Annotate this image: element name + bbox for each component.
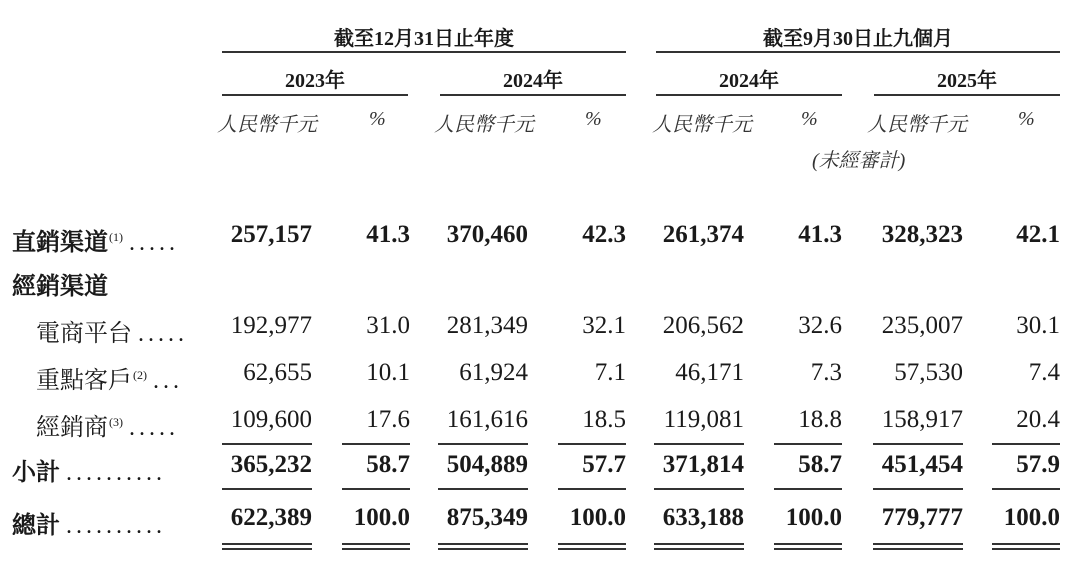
sum-rule	[438, 488, 528, 490]
double-rule	[222, 543, 312, 545]
cell-pct: 57.9	[1016, 451, 1060, 478]
double-rule	[774, 543, 842, 545]
year-header-2024: 2024年	[503, 70, 563, 92]
unit-rmb: 人民幣千元	[867, 114, 967, 136]
sum-rule	[558, 488, 626, 490]
cell-value: 281,349	[446, 312, 528, 339]
cell-value: 57,530	[894, 359, 963, 386]
cell-value: 61,924	[459, 359, 528, 386]
row-label-total	[12, 505, 166, 540]
cell-value: 192,977	[230, 312, 312, 339]
sum-rule	[873, 443, 963, 445]
cell-pct: 41.3	[798, 221, 842, 248]
row-label-text: 電商平台	[36, 321, 132, 347]
cell-value: 779,777	[881, 504, 963, 531]
cell-pct: 7.4	[1028, 359, 1060, 386]
sum-rule	[873, 488, 963, 490]
sum-rule	[774, 488, 842, 490]
leader-dots: .....	[129, 230, 179, 256]
unit-rmb: 人民幣千元	[434, 114, 534, 136]
cell-pct: 10.1	[366, 359, 410, 386]
cell-value: 633,188	[662, 504, 744, 531]
cell-pct: 100.0	[353, 504, 410, 531]
row-label-text: 重點客戶	[36, 368, 132, 394]
sum-rule	[222, 443, 312, 445]
cell-value: 875,349	[446, 504, 528, 531]
sum-rule	[342, 488, 410, 490]
double-rule	[992, 543, 1060, 545]
year-header-2024-9m: 2024年	[719, 70, 779, 92]
cell-pct: 7.1	[594, 359, 626, 386]
double-rule	[558, 543, 626, 545]
year-header-2023: 2023年	[285, 70, 345, 92]
sum-rule	[438, 443, 528, 445]
unit-pct: %	[1018, 108, 1035, 130]
row-label-text: 直銷渠道	[12, 230, 108, 256]
double-rule	[654, 548, 744, 550]
double-rule	[222, 548, 312, 550]
cell-value: 119,081	[663, 406, 744, 433]
year-underline	[222, 94, 408, 96]
double-rule	[873, 548, 963, 550]
row-label-text: 總計	[12, 513, 60, 539]
cell-value: 206,562	[662, 312, 744, 339]
cell-pct: 32.1	[582, 312, 626, 339]
row-label-ecommerce	[36, 313, 188, 348]
cell-value: 504,889	[446, 451, 528, 478]
sum-rule	[654, 488, 744, 490]
cell-value: 161,616	[446, 406, 528, 433]
cell-pct: 41.3	[366, 221, 410, 248]
double-rule	[873, 543, 963, 545]
cell-value: 328,323	[881, 221, 963, 248]
year-header-2025-9m: 2025年	[937, 70, 997, 92]
cell-pct: 58.7	[366, 451, 410, 478]
cell-value: 622,389	[230, 504, 312, 531]
row-label-text: 經銷渠道	[12, 274, 108, 300]
unit-pct: %	[801, 108, 818, 130]
period-header-9m: 截至9月30日止九個月	[763, 28, 953, 50]
cell-value: 261,374	[662, 221, 744, 248]
sum-rule	[992, 488, 1060, 490]
row-label-distribution	[12, 266, 108, 301]
unit-rmb: 人民幣千元	[217, 114, 317, 136]
footnote-ref: (2)	[133, 368, 147, 382]
cell-pct: 100.0	[1003, 504, 1060, 531]
footnote-ref: (3)	[109, 415, 123, 429]
sum-rule	[222, 488, 312, 490]
year-underline	[656, 94, 842, 96]
row-label-distributors	[36, 407, 179, 442]
cell-value: 257,157	[230, 221, 312, 248]
cell-value: 371,814	[662, 451, 744, 478]
double-rule	[654, 543, 744, 545]
cell-pct: 18.5	[582, 406, 626, 433]
sum-rule	[774, 443, 842, 445]
cell-pct: 7.3	[810, 359, 842, 386]
unit-pct: %	[369, 108, 386, 130]
cell-value: 109,600	[230, 406, 312, 433]
cell-pct: 18.8	[798, 406, 842, 433]
sum-rule	[992, 443, 1060, 445]
cell-pct: 20.4	[1016, 406, 1060, 433]
cell-value: 451,454	[881, 451, 963, 478]
sum-rule	[342, 443, 410, 445]
leader-dots: .....	[129, 415, 179, 441]
cell-pct: 42.3	[582, 221, 626, 248]
cell-pct: 100.0	[569, 504, 626, 531]
cell-value: 46,171	[675, 359, 744, 386]
period-underline-9m	[656, 51, 1060, 53]
cell-value: 62,655	[243, 359, 312, 386]
row-label-text: 小計	[12, 460, 60, 486]
sum-rule	[654, 443, 744, 445]
cell-pct: 100.0	[785, 504, 842, 531]
cell-value: 158,917	[881, 406, 963, 433]
year-underline	[440, 94, 626, 96]
row-label-subtotal	[12, 452, 166, 487]
cell-value: 235,007	[881, 312, 963, 339]
double-rule	[438, 543, 528, 545]
footnote-ref: (1)	[109, 230, 123, 244]
cell-pct: 32.6	[798, 312, 842, 339]
leader-dots: ...	[153, 368, 183, 394]
year-underline	[874, 94, 1060, 96]
row-label-key-accounts	[36, 360, 183, 395]
cell-pct: 42.1	[1016, 221, 1060, 248]
row-label-text: 經銷商	[36, 415, 108, 441]
cell-pct: 30.1	[1016, 312, 1060, 339]
cell-pct: 57.7	[582, 451, 626, 478]
leader-dots: ..........	[66, 460, 166, 486]
cell-pct: 31.0	[366, 312, 410, 339]
unaudited-note: (未經審計)	[812, 150, 906, 172]
sum-rule	[558, 443, 626, 445]
period-header-fy: 截至12月31日止年度	[334, 28, 514, 50]
double-rule	[342, 548, 410, 550]
cell-pct: 17.6	[366, 406, 410, 433]
double-rule	[774, 548, 842, 550]
double-rule	[342, 543, 410, 545]
double-rule	[992, 548, 1060, 550]
double-rule	[438, 548, 528, 550]
cell-pct: 58.7	[798, 451, 842, 478]
period-underline-fy	[222, 51, 626, 53]
leader-dots: ..........	[66, 513, 166, 539]
row-label-direct	[12, 222, 179, 257]
cell-value: 365,232	[230, 451, 312, 478]
double-rule	[558, 548, 626, 550]
unit-rmb: 人民幣千元	[652, 114, 752, 136]
leader-dots: .....	[138, 321, 188, 347]
unit-pct: %	[585, 108, 602, 130]
cell-value: 370,460	[446, 221, 528, 248]
